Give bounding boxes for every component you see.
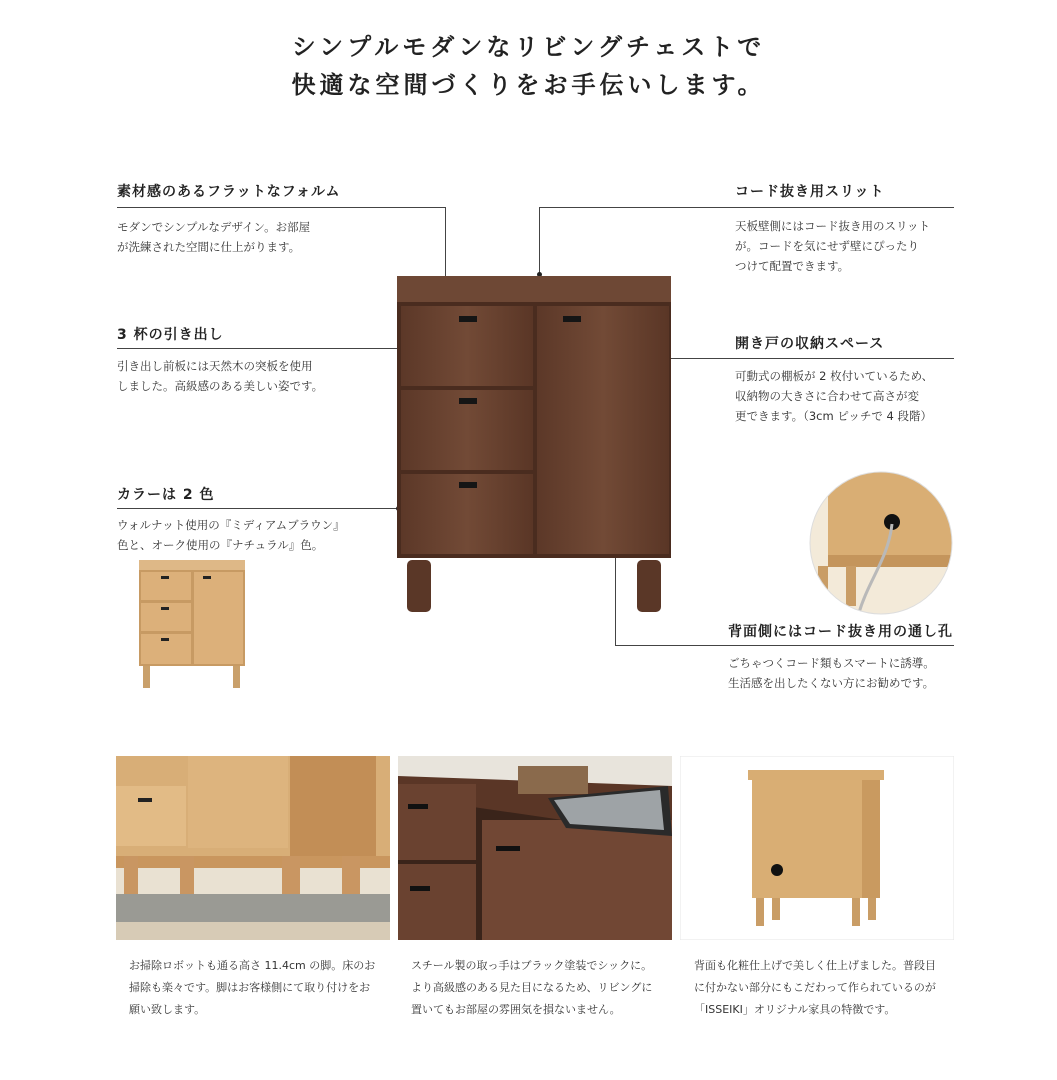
feature-title-door: 開き戸の収納スペース [735, 336, 885, 352]
photo-legs [116, 756, 390, 940]
callout-line [117, 207, 445, 208]
feature-desc-drawers [117, 356, 323, 396]
drawer-handle [459, 398, 477, 404]
caption-line: に付かない部分にもこだわって作られているのが [694, 981, 936, 994]
chest-top [397, 276, 671, 302]
callout-line [117, 508, 399, 509]
feature-desc-line: 生活感を出したくない方にお勧めです。 [728, 676, 935, 690]
feature-desc-line: つけて配置できます。 [735, 259, 850, 273]
photo-back-panel [680, 756, 954, 940]
chest-door [194, 572, 243, 664]
oak-chest-illustration [137, 558, 249, 690]
drawer-handle [459, 316, 477, 322]
feature-desc-line: 色と、オーク使用の『ナチュラル』色。 [117, 538, 324, 552]
door-handle [203, 576, 211, 579]
callout-line [445, 207, 446, 284]
feature-desc-door [735, 366, 933, 426]
feature-title-colors: カラーは 2 色 [117, 487, 215, 503]
caption-line: より高級感のある見た目になるため、リビングに [411, 981, 653, 994]
chest-leg [637, 560, 661, 612]
feature-desc-line: ごちゃつくコード類もスマートに誘導。 [728, 656, 935, 670]
feature-title-form: 素材感のあるフラットなフォルム [117, 184, 341, 200]
feature-desc-line: 収納物の大きさに合わせて高さが変 [735, 389, 919, 403]
back-hole-detail-image [808, 470, 954, 616]
feature-desc-line: しました。高級感のある美しい姿です。 [117, 379, 324, 393]
feature-desc-line: が。コードを気にせず壁にぴったり [735, 239, 919, 253]
feature-desc-line: 更できます。（3cm ピッチで 4 段階） [735, 409, 932, 423]
feature-desc-slit [735, 216, 930, 276]
caption-back-panel [694, 955, 936, 1021]
headline-line-2: 快適な空間づくりをお手伝いします。 [291, 71, 766, 99]
feature-desc-backhole [728, 653, 935, 693]
caption-line: お掃除ロボットも通る高さ 11.4cm の脚。床のお [129, 959, 376, 972]
feature-desc-line: が洗練された空間に仕上がります。 [117, 240, 301, 254]
drawer-handle [161, 576, 169, 579]
caption-line: スチール製の取っ手はブラック塗装でシックに。 [411, 959, 653, 972]
drawer-handle [161, 638, 169, 641]
callout-line [539, 207, 954, 208]
chest-top [139, 560, 245, 570]
caption-line: 置いてもお部屋の雰囲気を損ないません。 [411, 1003, 621, 1016]
drawer-handle [161, 607, 169, 610]
feature-title-backhole: 背面側にはコード抜き用の通し孔 [728, 624, 953, 640]
chest-door [537, 306, 669, 554]
chest-leg [233, 666, 240, 688]
chest-leg [407, 560, 431, 612]
caption-handles [411, 955, 652, 1021]
headline-line-1: シンプルモダンなリビングチェストで [291, 33, 766, 61]
feature-desc-line: 天板壁側にはコード抜き用のスリット [735, 219, 931, 233]
feature-title-slit: コード抜き用スリット [735, 184, 885, 200]
door-handle [563, 316, 581, 322]
walnut-chest-illustration [395, 274, 675, 614]
callout-line [539, 207, 540, 274]
callout-line [615, 645, 954, 646]
feature-desc-colors [117, 515, 345, 555]
feature-desc-form [117, 217, 310, 257]
drawer-handle [459, 482, 477, 488]
callout-line [650, 358, 954, 359]
caption-line: 背面も化粧仕上げで美しく仕上げました。普段目 [694, 959, 936, 972]
feature-desc-line: 可動式の棚板が 2 枚付いているため、 [735, 369, 934, 383]
feature-title-drawers: 3 杯の引き出し [117, 327, 224, 343]
caption-line: 「ISSEIKI」オリジナル家具の特徴です。 [694, 1003, 896, 1016]
callout-line [117, 348, 420, 349]
feature-desc-line: 引き出し前板には天然木の突板を使用 [117, 359, 313, 373]
caption-line: 掃除も楽々です。脚はお客様側にて取り付けをお [129, 981, 371, 994]
feature-desc-line: モダンでシンプルなデザイン。お部屋 [117, 220, 311, 234]
caption-line: 願い致します。 [129, 1003, 206, 1016]
chest-leg [143, 666, 150, 688]
feature-desc-line: ウォルナット使用の『ミディアムブラウン』 [117, 518, 345, 532]
caption-legs [129, 955, 375, 1021]
photo-handles [398, 756, 672, 940]
